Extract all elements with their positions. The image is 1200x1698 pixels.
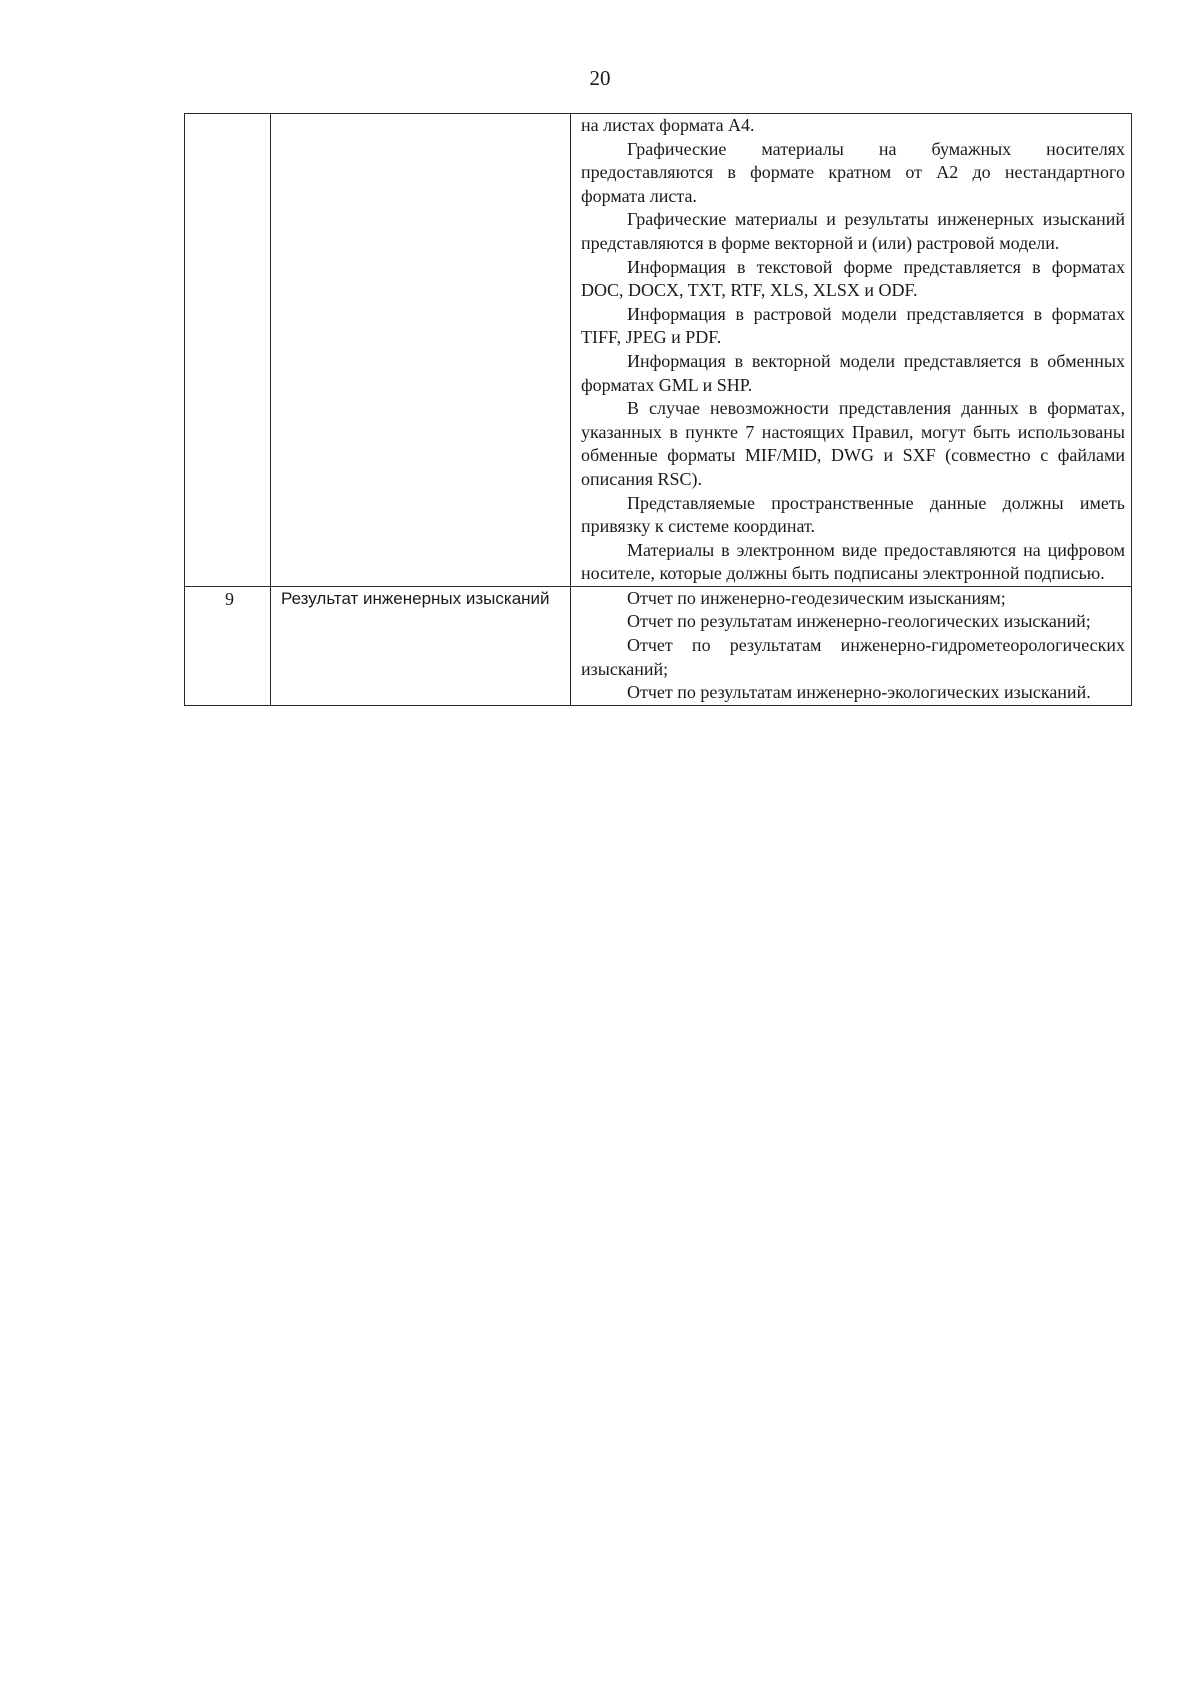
row-name-cell <box>271 114 571 587</box>
content-paragraph: Отчет по результатам инженерно-экологических изысканий. <box>627 682 1091 703</box>
row-name-cell: Результат инженерных изысканий <box>271 586 571 705</box>
row-number <box>195 114 264 115</box>
content-paragraph: на листах формата А4. <box>581 115 755 135</box>
row-number-cell <box>185 114 271 587</box>
requirements-table <box>184 113 1132 706</box>
row-content-cell <box>571 114 1132 587</box>
row-number: 9 <box>225 588 234 609</box>
content-paragraph: Представляемые пространственные данные должны иметь привязку к системе координат. <box>581 492 1125 537</box>
content-paragraph: Информация в векторной модели представляется в обменных форматах GML и SHP. <box>581 350 1125 395</box>
content-paragraph: Графические материалы и результаты инженерных изысканий представляются в форме векторной и (или) растровой модели. <box>581 209 1125 253</box>
content-paragraph: Графические материалы на бумажных носителях предоставляются в формате кратном от А2 до нестандартного формата листа. <box>581 138 1125 206</box>
content-paragraph: Информация в растровой модели представляется в форматах TIFF, JPEG и PDF. <box>581 303 1125 348</box>
table-row <box>185 586 1132 705</box>
row-number-cell <box>185 586 271 705</box>
content-paragraph: Отчет по инженерно-геодезическим изысканиям; <box>627 587 1006 608</box>
content-paragraph: В случае невозможности представления данных в форматах, указанных в пункте 7 настоящих Правил, могут быть использованы обменные форматы MIF/MID, DWG и SXF (совместно с файлами описания RSC). <box>581 398 1125 489</box>
table-row <box>185 114 1132 587</box>
content-paragraph: Информация в текстовой форме представляется в форматах DOC, DOCX, TXT, RTF, XLS, XLSX и ODF. <box>581 256 1125 301</box>
row-content-cell <box>571 586 1132 705</box>
content-paragraph: Отчет по результатам инженерно-геологических изысканий; <box>627 611 1091 632</box>
page-number: 20 <box>589 66 611 90</box>
content-paragraph: Материалы в электронном виде предоставляются на цифровом носителе, которые должны быть подписаны электронной подписью. <box>581 539 1125 584</box>
content-paragraph: Отчет по результатам инженерно-гидрометеорологических изысканий; <box>581 635 1125 679</box>
